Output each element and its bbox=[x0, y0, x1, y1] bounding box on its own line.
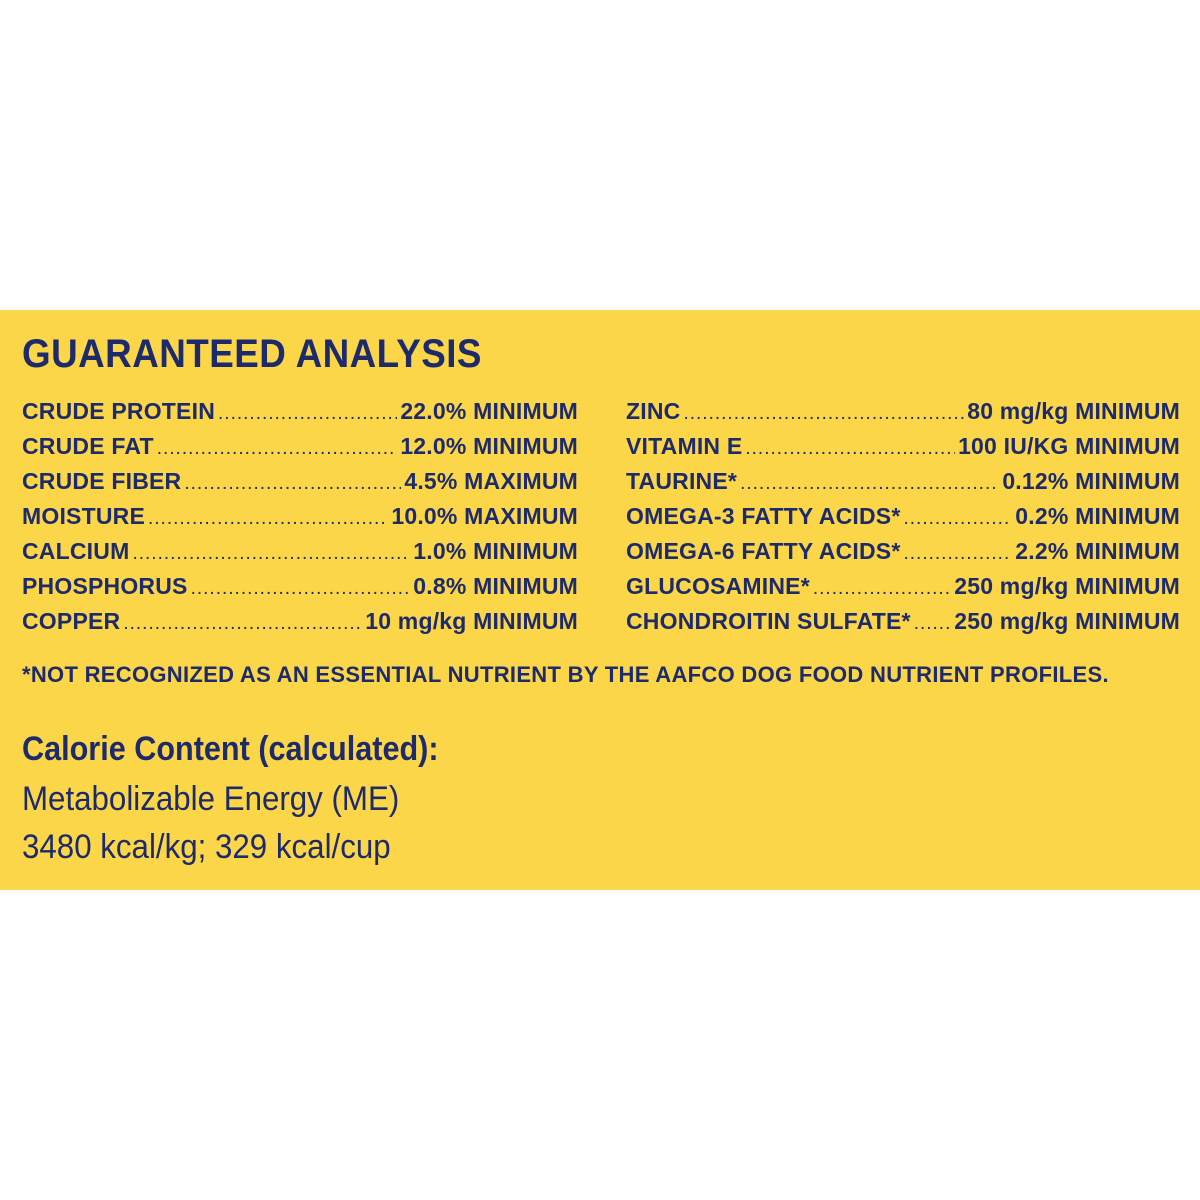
nutrient-value: 10.0% MAXIMUM bbox=[391, 503, 578, 529]
nutrient-row bbox=[626, 398, 1180, 433]
nutrient-row bbox=[626, 433, 1180, 468]
nutrient-name: CRUDE FAT bbox=[22, 433, 154, 459]
nutrient-value: 0.12% MINIMUM bbox=[1002, 468, 1180, 494]
nutrient-value: 100 IU/KG MINIMUM bbox=[958, 433, 1180, 459]
nutrient-row bbox=[22, 573, 578, 608]
nutrient-row bbox=[22, 538, 578, 573]
nutrient-value: 1.0% MINIMUM bbox=[413, 538, 578, 564]
nutrient-name: ZINC bbox=[626, 398, 681, 424]
nutrient-row bbox=[22, 398, 578, 433]
nutrient-value: 4.5% MAXIMUM bbox=[404, 468, 578, 494]
dot-leader bbox=[191, 578, 411, 600]
nutrient-name: MOISTURE bbox=[22, 503, 145, 529]
nutrient-name: CALCIUM bbox=[22, 538, 130, 564]
nutrient-name: VITAMIN E bbox=[626, 433, 743, 459]
nutrient-row bbox=[626, 538, 1180, 573]
nutrient-row bbox=[22, 433, 578, 468]
nutrient-value: 0.2% MINIMUM bbox=[1015, 503, 1180, 529]
nutrient-value: 250 mg/kg MINIMUM bbox=[954, 608, 1180, 634]
nutrient-name: COPPER bbox=[22, 608, 121, 634]
dot-leader bbox=[683, 403, 964, 425]
nutrient-row bbox=[626, 468, 1180, 503]
panel-title: GUARANTEED ANALYSIS bbox=[22, 332, 482, 376]
metabolizable-energy-label: Metabolizable Energy (ME) bbox=[22, 780, 400, 818]
nutrient-name: PHOSPHORUS bbox=[22, 573, 188, 599]
nutrient-name: GLUCOSAMINE* bbox=[626, 573, 810, 599]
nutrient-name: CRUDE FIBER bbox=[22, 468, 182, 494]
dot-leader bbox=[904, 543, 1013, 565]
dot-leader bbox=[813, 578, 951, 600]
dot-leader bbox=[745, 438, 955, 460]
aafco-footnote: *NOT RECOGNIZED AS AN ESSENTIAL NUTRIENT BY THE AAFCO DOG FOOD NUTRIENT PROFILES. bbox=[22, 662, 1109, 687]
nutrient-row bbox=[22, 503, 578, 538]
dot-leader bbox=[218, 403, 397, 425]
nutrient-list-right bbox=[626, 398, 1180, 643]
nutrient-value: 22.0% MINIMUM bbox=[400, 398, 578, 424]
dot-leader bbox=[132, 543, 410, 565]
dot-leader bbox=[184, 473, 401, 495]
nutrient-row bbox=[626, 608, 1180, 643]
nutrient-row bbox=[626, 573, 1180, 608]
nutrient-value: 80 mg/kg MINIMUM bbox=[967, 398, 1180, 424]
nutrient-value: 250 mg/kg MINIMUM bbox=[954, 573, 1180, 599]
nutrient-name: TAURINE* bbox=[626, 468, 738, 494]
nutrient-value: 0.8% MINIMUM bbox=[413, 573, 578, 599]
dot-leader bbox=[914, 613, 952, 635]
nutrient-value: 2.2% MINIMUM bbox=[1015, 538, 1180, 564]
calorie-content-heading: Calorie Content (calculated): bbox=[22, 730, 439, 768]
nutrient-row bbox=[22, 468, 578, 503]
nutrient-row bbox=[22, 608, 578, 643]
dot-leader bbox=[904, 508, 1013, 530]
dot-leader bbox=[123, 613, 362, 635]
nutrient-value: 12.0% MINIMUM bbox=[400, 433, 578, 459]
nutrient-name: OMEGA-6 FATTY ACIDS* bbox=[626, 538, 901, 564]
nutrient-name: OMEGA-3 FATTY ACIDS* bbox=[626, 503, 901, 529]
nutrient-name: CRUDE PROTEIN bbox=[22, 398, 216, 424]
nutrient-list-left bbox=[22, 398, 578, 643]
dot-leader bbox=[740, 473, 999, 495]
nutrient-value: 10 mg/kg MINIMUM bbox=[365, 608, 578, 634]
dot-leader bbox=[148, 508, 388, 530]
guaranteed-analysis-panel bbox=[0, 310, 1200, 890]
nutrient-name: CHONDROITIN SULFATE* bbox=[626, 608, 911, 634]
dot-leader bbox=[157, 438, 398, 460]
nutrient-row bbox=[626, 503, 1180, 538]
calorie-values: 3480 kcal/kg; 329 kcal/cup bbox=[22, 828, 391, 866]
